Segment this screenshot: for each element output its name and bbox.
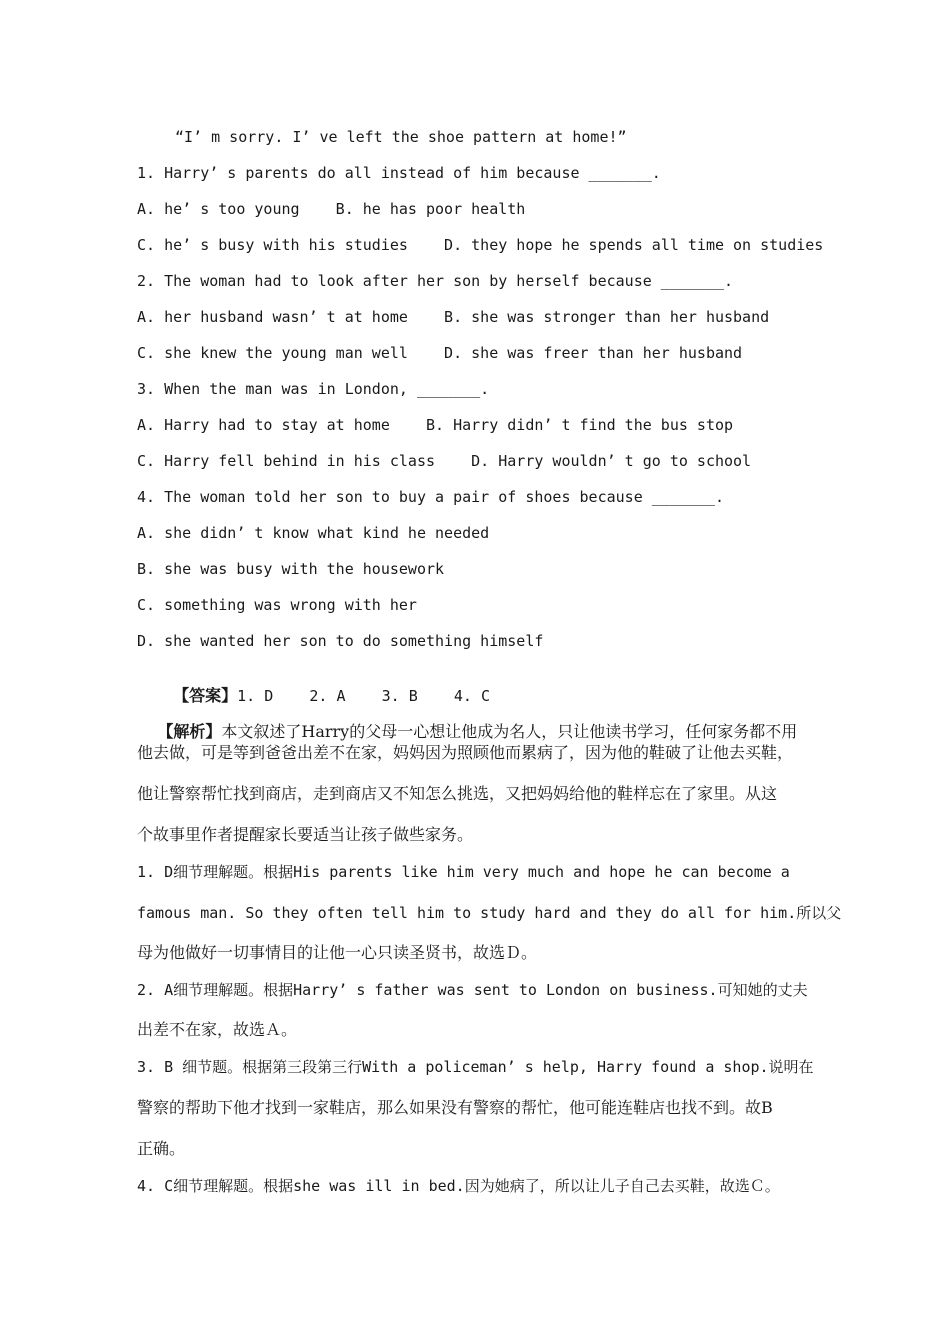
analysis-text-1: 本文叙述了Harry的父母一心想让他成为名人，只让他读书学习，任何家务都不用 [221,722,798,741]
explanation-1-line-2: famous man. So they often tell him to study hard and they do all for him.所以父 [137,904,842,922]
question-1-options-cd: C. he’ s busy with his studies D. they hope he spends all time on studies [137,236,824,254]
explanation-1-line-1: 1. D细节理解题。根据His parents like him very much and hope he can become a [137,863,790,881]
question-4-option-a: A. she didn’ t know what kind he needed [137,524,490,542]
question-4-option-b: B. she was busy with the housework [137,560,445,578]
question-3-options-ab: A. Harry had to stay at home B. Harry didn’ t find the bus stop [137,416,734,434]
question-2-options-ab: A. her husband wasn’ t at home B. she was stronger than her husband [137,308,770,326]
question-3: 3. When the man was in London, _______. [137,380,490,398]
quote-line: “I’ m sorry. I’ ve left the shoe pattern at home!” [175,128,627,146]
explanation-3-line-2: 警察的帮助下他才找到一家鞋店，那么如果没有警察的帮忙，他可能连鞋店也找不到。故B [137,1098,773,1117]
explanation-1-line-3: 母为他做好一切事情目的让他一心只读圣贤书，故选Ｄ。 [137,943,538,962]
answer-text: 1. D 2. A 3. B 4. C [237,687,491,705]
question-4-option-d: D. she wanted her son to do something himself [137,632,544,650]
question-3-options-cd: C. Harry fell behind in his class D. Harry wouldn’ t go to school [137,452,752,470]
question-2-options-cd: C. she knew the young man well D. she was freer than her husband [137,344,743,362]
answer-label: 【答案】 [173,686,238,705]
explanation-3-line-3: 正确。 [137,1139,186,1158]
explanation-3-line-1: 3. B 细节题。根据第三段第三行With a policeman’ s help, Harry found a shop.说明在 [137,1058,814,1076]
explanation-2-line-2: 出差不在家，故选Ａ。 [137,1020,298,1039]
analysis-line-3: 他让警察帮忙找到商店，走到商店又不知怎么挑选，又把妈妈给他的鞋样忘在了家里。从这 [137,784,778,803]
question-1: 1. Harry’ s parents do all instead of him because _______. [137,164,661,182]
question-4-option-c: C. something was wrong with her [137,596,417,614]
explanation-2-line-1: 2. A细节理解题。根据Harry’ s father was sent to London on business.可知她的丈夫 [137,981,808,999]
analysis-line-2: 他去做，可是等到爸爸出差不在家，妈妈因为照顾他而累病了，因为他的鞋破了让他去买鞋， [137,743,794,762]
explanation-4-line-1: 4. C细节理解题。根据she was ill in bed.因为她病了，所以让儿子自己去买鞋，故选Ｃ。 [137,1177,780,1195]
question-2: 2. The woman had to look after her son by herself because _______. [137,272,734,290]
analysis-line-4: 个故事里作者提醒家长要适当让孩子做些家务。 [137,825,474,844]
analysis-label: 【解析】 [157,722,222,741]
question-4: 4. The woman told her son to buy a pair of shoes because _______. [137,488,724,506]
question-1-options-ab: A. he’ s too young B. he has poor health [137,200,526,218]
